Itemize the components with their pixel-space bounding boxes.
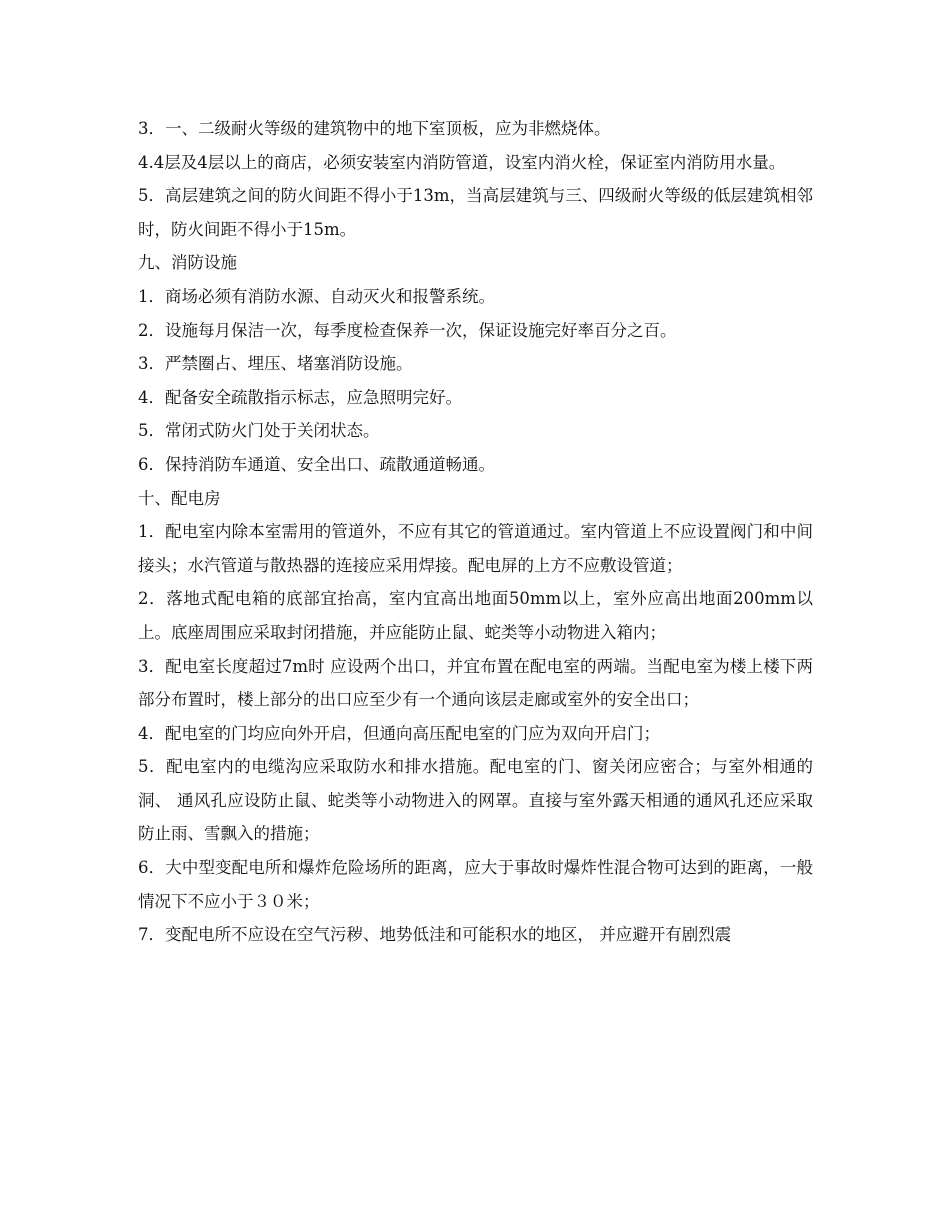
list-item: 2．落地式配电箱的底部宜抬高，室内宜高出地面50mm以上，室外应高出地面200mm以上。底座周围应采取封闭措施，并应能防止鼠、蛇类等小动物进入箱内； — [138, 589, 813, 642]
paragraph-5-fire-separation: 5．高层建筑之间的防火间距不得小于13m，当高层建筑与三、四级耐火等级的低层建筑相邻时，防火间距不得小于15m。 — [138, 186, 813, 239]
list-item: 6．大中型变配电所和爆炸危险场所的距离，应大于事故时爆炸性混合物可达到的距离，一般情况下不应小于３０米； — [138, 858, 813, 911]
list-item: 5．配电室内的电缆沟应采取防水和排水措施。配电室的门、窗关闭应密合；与室外相通的洞、 通风孔应设防止鼠、蛇类等小动物进入的网罩。直接与室外露天相通的通风孔还应采取防止雨、雪飘入的措施； — [138, 757, 813, 844]
list-item: 5．常闭式防火门处于关闭状态。 — [138, 421, 380, 441]
list-item: 6．保持消防车通道、安全出口、疏散通道畅通。 — [138, 454, 495, 474]
section-heading-power-room: 十、配电房 — [138, 488, 221, 508]
list-item: 4．配备安全疏散指示标志，应急照明完好。 — [138, 387, 462, 407]
list-item: 7．变配电所不应设在空气污秽、地势低洼和可能积水的地区， 并应避开有剧烈震 — [138, 925, 732, 945]
list-item: 1．商场必须有消防水源、自动灭火和报警系统。 — [138, 286, 495, 306]
paragraph-4-indoor-hydrant: 4.4层及4层以上的商店，必须安装室内消防管道，设室内消火栓，保证室内消防用水量。 — [138, 152, 786, 172]
paragraph-3-basement-roof: 3．一、二级耐火等级的建筑物中的地下室顶板，应为非燃烧体。 — [138, 119, 611, 138]
list-item: 4．配电室的门均应向外开启，但通向高压配电室的门应为双向开启门； — [138, 723, 660, 743]
list-item: 1．配电室内除本室需用的管道外，不应有其它的管道通过。室内管道上不应设置阀门和中间接头；水汽管道与散热器的连接应采用焊接。配电屏的上方不应敷设管道； — [138, 522, 813, 575]
list-item: 2．设施每月保洁一次，每季度检查保养一次，保证设施完好率百分之百。 — [138, 320, 677, 340]
list-item: 3．配电室长度超过7m时 应设两个出口，并宜布置在配电室的两端。当配电室为楼上楼下两部分布置时，楼上部分的出口应至少有一个通向该层走廊或室外的安全出口； — [138, 656, 813, 710]
document-body — [138, 112, 813, 952]
section-heading-fire-facilities: 九、消防设施 — [138, 253, 237, 273]
list-item: 3．严禁圈占、埋压、堵塞消防设施。 — [138, 354, 413, 374]
